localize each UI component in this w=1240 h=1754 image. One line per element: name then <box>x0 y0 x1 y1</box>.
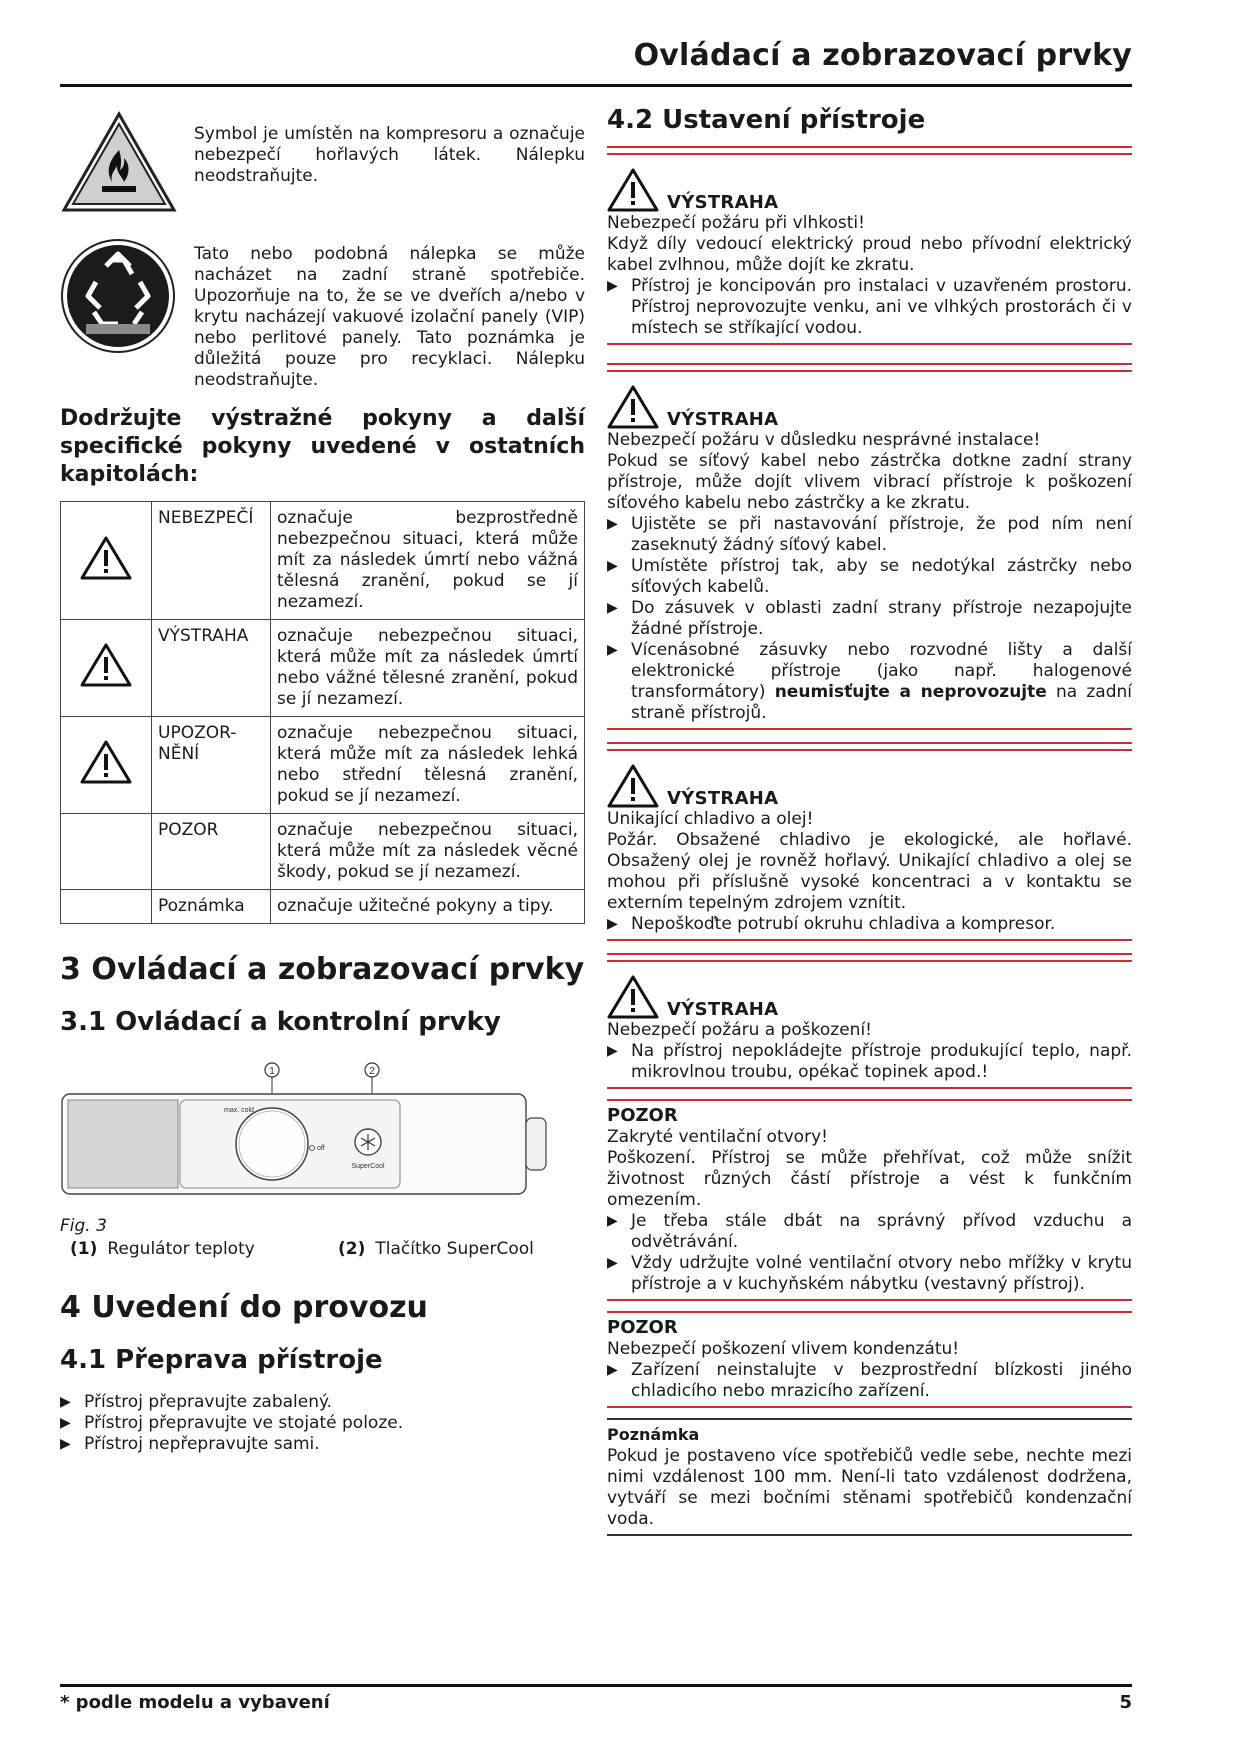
marker-2: 2 <box>369 1066 375 1077</box>
dial-off-label: off <box>317 1145 325 1152</box>
flammable-warning-icon <box>60 110 194 218</box>
warning-label: VÝSTRAHA <box>667 999 779 1020</box>
header-rule <box>60 84 1132 87</box>
footer-note: * podle modelu a vybavení <box>60 1692 330 1713</box>
list-item: ▶ Ujistěte se při nastavování přístroje, že pod ním není zaseknutý žádný síťový kabel. <box>607 514 1132 556</box>
note-text: Pokud je postaveno více spotřebičů vedle sebe, nechte mezi nimi vzdálenost 100 mm. Není-li tato vzdálenost dodržena, vytváří se mezi bočními stěnami spotřebičů kondenzační voda. <box>607 1446 1132 1529</box>
red-rule <box>607 742 1132 751</box>
transport-bullets <box>60 1392 585 1455</box>
warning-icon <box>607 167 659 213</box>
bullet-text-b: na zadní straně přístrojů. <box>631 682 1132 723</box>
empty-icon-cell <box>61 814 152 890</box>
warning-bullets <box>607 276 1132 339</box>
red-rule <box>607 1087 1132 1089</box>
empty-icon-cell <box>61 890 152 924</box>
signal-desc: označuje bezprostředně nebezpečnou situaci, která může mít za následek úmrtí nebo vážná tělesná zranění, pokud se jí nezamezí. <box>271 502 585 620</box>
warning-icon <box>607 384 659 430</box>
caution-label: POZOR <box>607 1317 678 1338</box>
symbol-recycle-row <box>60 236 585 391</box>
warning-line: Unikající chladivo a olej! <box>607 809 814 829</box>
red-rule <box>607 1311 1132 1313</box>
warning-line: Nebezpečí požáru v důsledku nesprávné instalace! <box>607 430 1041 450</box>
bullet-text-a: Vícenásobné zásuvky nebo rozvodné lišty a další elektronické přístroje (jako např. halogenové transformátory) <box>631 640 1132 702</box>
control-panel-figure <box>60 1058 585 1260</box>
warning-bullets <box>607 1041 1132 1083</box>
red-rule <box>607 363 1132 372</box>
list-item: ▶ Na přístroj nepokládejte přístroje produkující teplo, např. mikrovlnou troubu, opékač topinek apod.! <box>607 1041 1132 1083</box>
bullet-text-bold: neumisťujte a neprovozujte <box>774 682 1047 702</box>
warning-head <box>607 974 1132 1020</box>
table-row <box>61 890 585 924</box>
list-item: ▶ Zařízení neinstalujte v bezprostřední blízkosti jiného chladicího nebo mrazicího zařízení. <box>607 1360 1132 1402</box>
table-row <box>61 814 585 890</box>
legend-num: (1) <box>70 1239 98 1259</box>
caution-line: Poškození. Přístroj se může přehřívat, což může snížit životnost různých částí přístroje a vést k funkčním omezením. <box>607 1148 1132 1210</box>
signal-label: POZOR <box>152 814 271 890</box>
figure-legend <box>60 1238 585 1260</box>
warning-bullets <box>607 514 1132 724</box>
warning-block-3 <box>607 742 1132 941</box>
caution-line: Zakryté ventilační otvory! <box>607 1127 828 1147</box>
caution-block-2 <box>607 1311 1132 1408</box>
list-item: ▶ Přístroj je koncipován pro instalaci v uzavřeném prostoru. Přístroj neprovozujte venku, ani ve vlhkých prostorách či v místech se stříkající vodou. <box>607 276 1132 339</box>
figure-caption: Fig. 3 <box>60 1216 107 1236</box>
note-block <box>607 1418 1132 1536</box>
warning-label: VÝSTRAHA <box>667 788 779 809</box>
signal-desc: označuje nebezpečnou situaci, která může mít za následek úmrtí nebo vážné tělesné zranění, pokud se jí nezamezí. <box>271 620 585 717</box>
list-item: ▶ Umístěte přístroj tak, aby se nedotýkal zástrčky nebo síťových kabelů. <box>607 556 1132 598</box>
section-4-1-title: 4.1 Přeprava přístroje <box>60 1345 383 1375</box>
legend-text: Regulátor teploty <box>107 1239 255 1259</box>
recycle-label-icon <box>60 236 194 360</box>
list-item: ▶ Je třeba stále dbát na správný přívod vzduchu a odvětrávání. <box>607 1211 1132 1253</box>
red-rule <box>607 939 1132 941</box>
control-panel-drawing <box>60 1058 560 1208</box>
table-row <box>61 717 585 814</box>
list-item: ▶ Přístroj přepravujte zabalený. <box>60 1392 585 1413</box>
caution-icon <box>61 717 152 814</box>
section-3-title: 3 Ovládací a zobrazovací prvky <box>60 952 585 987</box>
caution-bullets <box>607 1211 1132 1295</box>
red-rule <box>607 1099 1132 1101</box>
dial-max-label: max. cold <box>224 1107 254 1114</box>
signal-label: Poznámka <box>152 890 271 924</box>
signal-desc: označuje užitečné pokyny a tipy. <box>271 890 585 924</box>
page-header-title: Ovládací a zobrazovací prvky <box>633 38 1132 73</box>
signal-label: NEBEZPEČÍ <box>152 502 271 620</box>
warning-head <box>607 167 1132 213</box>
caution-label: POZOR <box>607 1105 678 1126</box>
section-4-2-title: 4.2 Ustavení přístroje <box>607 105 926 135</box>
section-4-title: 4 Uvedení do provozu <box>60 1290 428 1325</box>
warning-line: Nebezpečí požáru a poškození! <box>607 1020 872 1040</box>
symbol-recycle-text: Tato nebo podobná nálepka se může nacházet na zadní straně spotřebiče. Upozorňuje na to, že se ve dveřích a/nebo v krytu nacházejí vakuové izolační panely (VIP) nebo perlitové panely. Tato poznámka je důležitá pouze pro recyklaci. Nálepku neodstraňujte. <box>194 244 585 390</box>
warning-block-4 <box>607 953 1132 1089</box>
lead-heading: Dodržujte výstražné pokyny a další specifické pokyny uvedené v ostatních kapitolách: <box>60 406 585 487</box>
legend-item <box>60 1238 338 1260</box>
list-item <box>607 640 1132 724</box>
warning-block-2 <box>607 363 1132 730</box>
red-rule <box>607 728 1132 730</box>
symbol-flammable-row <box>60 110 585 218</box>
footer-rule <box>60 1684 1132 1687</box>
list-item: ▶ Do zásuvek v oblasti zadní strany přístroje nezapojujte žádné přístroje. <box>607 598 1132 640</box>
warning-icon <box>607 763 659 809</box>
warning-line: Pokud se síťový kabel nebo zástrčka dotkne zadní strany přístroje, může dojít vlivem vibrací přístroje k poškození síťového kabelu nebo zástrčky a ke zkratu. <box>607 451 1132 513</box>
red-rule <box>607 343 1132 345</box>
legend-num: (2) <box>338 1239 366 1259</box>
list-item: ▶ Přístroj nepřepravujte sami. <box>60 1434 585 1455</box>
warning-icon <box>607 974 659 1020</box>
warning-head <box>607 763 1132 809</box>
left-column <box>60 96 585 1455</box>
note-rule <box>607 1418 1132 1420</box>
warning-label: VÝSTRAHA <box>667 409 779 430</box>
warning-line: Nebezpečí požáru při vlhkosti! <box>607 213 865 233</box>
section-3-1-title: 3.1 Ovládací a kontrolní prvky <box>60 1007 501 1037</box>
caution-block-1 <box>607 1099 1132 1301</box>
warning-line: Když díly vedoucí elektrický proud nebo přívodní elektrický kabel zvlhnou, může dojít ke zkratu. <box>607 234 1132 275</box>
legend-text: Tlačítko SuperCool <box>375 1239 534 1259</box>
right-column <box>607 96 1132 1536</box>
warning-block-1 <box>607 146 1132 345</box>
red-rule <box>607 953 1132 962</box>
warning-bullets <box>607 914 1132 935</box>
list-item: ▶ Nepoškoďte potrubí okruhu chladiva a kompresor. <box>607 914 1132 935</box>
warning-icon <box>61 620 152 717</box>
symbol-flammable-text: Symbol je umístěn na kompresoru a označuje nebezpečí hořlavých látek. Nálepku neodstraňujte. <box>194 124 585 186</box>
table-row <box>61 502 585 620</box>
marker-1: 1 <box>269 1066 275 1077</box>
warning-line: Požár. Obsažené chladivo je ekologické, ale hořlavé. Obsažený olej je rovněž hořlavý. Unikající chladivo a olej se mohou při příslušně vysoké koncentraci a v kontaktu se externím tepelným zdrojem vznítit. <box>607 830 1132 913</box>
caution-bullets <box>607 1360 1132 1402</box>
legend-item <box>338 1238 534 1260</box>
caution-line: Nebezpečí poškození vlivem kondenzátu! <box>607 1339 960 1359</box>
warning-head <box>607 384 1132 430</box>
page-number: 5 <box>1119 1692 1132 1713</box>
table-row <box>61 620 585 717</box>
signal-label: VÝSTRAHA <box>152 620 271 717</box>
note-label: Poznámka <box>607 1425 700 1444</box>
danger-icon <box>61 502 152 620</box>
red-rule <box>607 146 1132 155</box>
note-rule <box>607 1534 1132 1536</box>
signal-desc: označuje nebezpečnou situaci, která může mít za následek lehká nebo střední tělesná zranění, pokud se jí nezamezí. <box>271 717 585 814</box>
list-item: ▶ Vždy udržujte volné ventilační otvory nebo mřížky v krytu přístroje a v kuchyňském nábytku (vestavný přístroj). <box>607 1253 1132 1295</box>
signal-desc: označuje nebezpečnou situaci, která může mít za následek věcné škody, pokud se jí nezamezí. <box>271 814 585 890</box>
signal-label: UPOZOR-NĚNÍ <box>152 717 271 814</box>
signal-word-table <box>60 501 585 924</box>
supercool-label: SuperCool <box>351 1163 385 1170</box>
red-rule <box>607 1299 1132 1301</box>
warning-label: VÝSTRAHA <box>667 192 779 213</box>
list-item: ▶ Přístroj přepravujte ve stojaté poloze. <box>60 1413 585 1434</box>
red-rule <box>607 1406 1132 1408</box>
